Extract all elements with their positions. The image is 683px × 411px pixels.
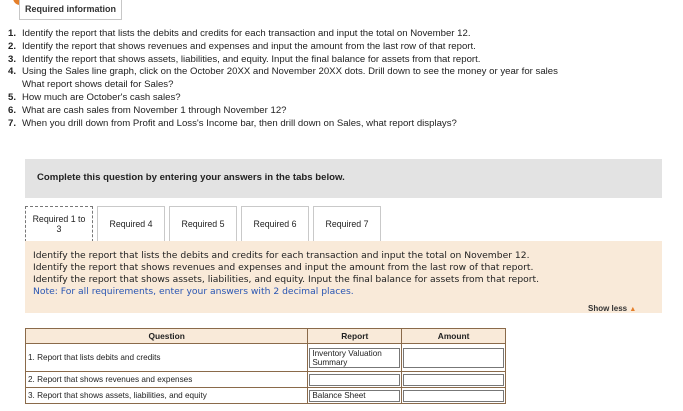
show-less-label: Show less [588, 304, 628, 313]
report-select-value [309, 374, 400, 386]
report-select-value: Inventory Valuation Summary [309, 348, 400, 368]
instruction-item: 4. Using the Sales line graph, click on the October 20XX and November 20XX dots. Drill down to see the money or year for sales [8, 66, 558, 78]
question-cell: 3. Report that shows assets, liabilities, and equity [26, 388, 308, 404]
column-header-question: Question [26, 329, 308, 344]
instruction-item: 6. What are cash sales from November 1 through November 12? [8, 104, 287, 116]
column-header-report: Report [308, 329, 402, 344]
question-cell: 1. Report that lists debits and credits [26, 344, 308, 372]
complete-question-text: Complete this question by entering your answers in the tabs below. [37, 172, 345, 183]
required-info-header [0, 0, 683, 22]
instruction-item: 5. How much are October's cash sales? [8, 91, 181, 103]
instruction-item: 1. Identify the report that lists the debits and credits for each transaction and input the total on November 12. [8, 28, 471, 39]
tab-panel [25, 241, 662, 313]
complete-question-bar [25, 159, 662, 198]
column-header-amount: Amount [402, 329, 506, 344]
question-cell: 2. Report that shows revenues and expenses [26, 372, 308, 388]
report-select-value: Balance Sheet [309, 390, 400, 402]
panel-note: Note: For all requirements, enter your answers with 2 decimal places. [33, 286, 354, 297]
instruction-item: 3. Identify the report that shows assets, liabilities, and equity. Input the final balance for assets from that report. [8, 53, 481, 65]
show-less-button[interactable] [588, 304, 636, 313]
panel-instructions [33, 250, 539, 298]
table-row [26, 388, 506, 404]
triangle-up-icon: ▲ [629, 306, 637, 313]
tab-label-line1: Required 1 to [32, 214, 86, 224]
amount-input[interactable] [402, 344, 506, 372]
instruction-item-continuation: What report shows detail for Sales? [22, 79, 174, 91]
amount-input-value [403, 390, 504, 402]
amount-input-value [403, 374, 504, 386]
tab-label-line2: 3 [56, 224, 62, 234]
instruction-item: 7. When you drill down from Profit and Loss's Income bar, then drill down on Sales, what report displays? [8, 117, 457, 129]
required-info-label: Required information [19, 0, 122, 20]
panel-line: Identify the report that shows revenues and expenses and input the amount from the last row of that report. [33, 262, 534, 273]
table-row [26, 372, 506, 388]
amount-input-value [403, 348, 504, 368]
answer-table [25, 328, 506, 404]
tab-required-7[interactable]: Required 7 [313, 206, 381, 242]
tab-required-1-to-3[interactable] [25, 206, 93, 242]
report-select[interactable] [308, 388, 402, 404]
report-select[interactable] [308, 344, 402, 372]
instructions-list [8, 28, 683, 130]
instruction-item: 2. Identify the report that shows revenues and expenses and input the amount from the last row of that report. [8, 40, 476, 52]
tab-required-6[interactable]: Required 6 [241, 206, 309, 242]
table-row [26, 344, 506, 372]
amount-input[interactable] [402, 372, 506, 388]
panel-line: Identify the report that lists the debits and credits for each transaction and input the total on November 12. [33, 250, 530, 261]
tab-required-4[interactable]: Required 4 [97, 206, 165, 242]
tab-required-5[interactable]: Required 5 [169, 206, 237, 242]
amount-input[interactable] [402, 388, 506, 404]
report-select[interactable] [308, 372, 402, 388]
panel-line: Identify the report that shows assets, liabilities, and equity. Input the final balance for assets from that report. [33, 274, 540, 285]
